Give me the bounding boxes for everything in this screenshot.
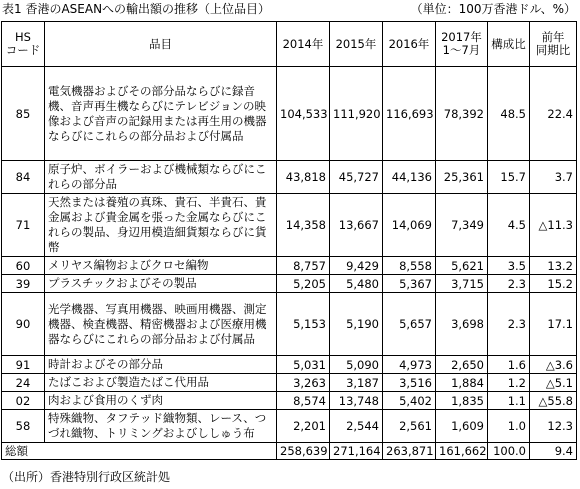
unit-note: （単位：100万香港ドル、%） bbox=[410, 2, 576, 16]
share: 1.2 bbox=[488, 374, 530, 392]
yoy-change: 12.3 bbox=[530, 410, 577, 443]
hs-code: 24 bbox=[2, 374, 45, 392]
yoy-change: △5.1 bbox=[530, 374, 577, 392]
value-2014: 43,818 bbox=[277, 161, 330, 194]
yoy-change: 15.2 bbox=[530, 275, 577, 293]
value-2016: 4,973 bbox=[383, 356, 436, 374]
value-2014: 5,031 bbox=[277, 356, 330, 374]
hs-code: 71 bbox=[2, 194, 45, 257]
value-2014: 14,358 bbox=[277, 194, 330, 257]
header-2016: 2016年 bbox=[383, 22, 436, 67]
table-row bbox=[2, 161, 577, 194]
item-name: 光学機器、写真用機器、映画用機器、測定機器、検査機器、精密機器および医療用機器ならびにこれらの部分品および付属品 bbox=[45, 293, 277, 356]
total-2015: 271,164 bbox=[330, 443, 383, 460]
yoy-change: 22.4 bbox=[530, 67, 577, 161]
table-row bbox=[2, 356, 577, 374]
value-2014: 8,574 bbox=[277, 392, 330, 410]
value-2015: 9,429 bbox=[330, 257, 383, 275]
value-2017: 3,698 bbox=[436, 293, 488, 356]
share: 4.5 bbox=[488, 194, 530, 257]
hs-code: 39 bbox=[2, 275, 45, 293]
hs-code: 85 bbox=[2, 67, 45, 161]
share: 15.7 bbox=[488, 161, 530, 194]
hs-code: 90 bbox=[2, 293, 45, 356]
value-2016: 5,402 bbox=[383, 392, 436, 410]
value-2014: 5,153 bbox=[277, 293, 330, 356]
header-item: 品目 bbox=[45, 22, 277, 67]
value-2015: 5,480 bbox=[330, 275, 383, 293]
item-name: 時計およびその部分品 bbox=[45, 356, 277, 374]
value-2014: 3,263 bbox=[277, 374, 330, 392]
header-share: 構成比 bbox=[488, 22, 530, 67]
header-row bbox=[2, 22, 577, 67]
table-row bbox=[2, 392, 577, 410]
value-2016: 3,516 bbox=[383, 374, 436, 392]
header-yoy: 前年 同期比 bbox=[530, 22, 577, 67]
source-note: （出所）香港特別行政区統計処 bbox=[2, 470, 171, 484]
table-row bbox=[2, 293, 577, 356]
value-2017: 25,361 bbox=[436, 161, 488, 194]
hs-code: 02 bbox=[2, 392, 45, 410]
header-2015: 2015年 bbox=[330, 22, 383, 67]
value-2017: 7,349 bbox=[436, 194, 488, 257]
value-2017: 5,621 bbox=[436, 257, 488, 275]
value-2014: 2,201 bbox=[277, 410, 330, 443]
hs-code: 84 bbox=[2, 161, 45, 194]
value-2016: 14,069 bbox=[383, 194, 436, 257]
share: 2.3 bbox=[488, 293, 530, 356]
table-body bbox=[2, 67, 577, 443]
hs-code: 58 bbox=[2, 410, 45, 443]
value-2016: 2,561 bbox=[383, 410, 436, 443]
item-name: 肉および食用のくず肉 bbox=[45, 392, 277, 410]
value-2015: 5,090 bbox=[330, 356, 383, 374]
hs-code: 60 bbox=[2, 257, 45, 275]
item-name: メリヤス編物およびクロセ編物 bbox=[45, 257, 277, 275]
table-row bbox=[2, 275, 577, 293]
table-row bbox=[2, 410, 577, 443]
total-row bbox=[2, 443, 577, 460]
table-row bbox=[2, 194, 577, 257]
total-yoy: 9.4 bbox=[530, 443, 577, 460]
value-2014: 104,533 bbox=[277, 67, 330, 161]
table-row bbox=[2, 374, 577, 392]
total-share: 100.0 bbox=[488, 443, 530, 460]
yoy-change: 13.2 bbox=[530, 257, 577, 275]
hs-code: 91 bbox=[2, 356, 45, 374]
share: 2.3 bbox=[488, 275, 530, 293]
value-2017: 3,715 bbox=[436, 275, 488, 293]
item-name: プラスチックおよびその製品 bbox=[45, 275, 277, 293]
item-name: 電気機器およびその部分品ならびに録音機、音声再生機ならびにテレビジョンの映像および音声の記録用または再生用の機器ならびにこれらの部分品および付属品 bbox=[45, 67, 277, 161]
table-row bbox=[2, 257, 577, 275]
share: 48.5 bbox=[488, 67, 530, 161]
item-name: 天然または養殖の真珠、貴石、半貴石、貴金属および貴金属を張った金属ならびにこれらの製品、身辺用模造細貨類ならびに貨幣 bbox=[45, 194, 277, 257]
share: 1.6 bbox=[488, 356, 530, 374]
total-2016: 263,871 bbox=[383, 443, 436, 460]
yoy-change: △3.6 bbox=[530, 356, 577, 374]
item-name: たばこおよび製造たばこ代用品 bbox=[45, 374, 277, 392]
header-hs: HS コード bbox=[2, 22, 45, 67]
yoy-change: △11.3 bbox=[530, 194, 577, 257]
export-table bbox=[1, 21, 577, 460]
value-2016: 44,136 bbox=[383, 161, 436, 194]
value-2016: 8,558 bbox=[383, 257, 436, 275]
yoy-change: 17.1 bbox=[530, 293, 577, 356]
value-2016: 5,657 bbox=[383, 293, 436, 356]
value-2015: 13,748 bbox=[330, 392, 383, 410]
value-2015: 5,190 bbox=[330, 293, 383, 356]
value-2015: 45,727 bbox=[330, 161, 383, 194]
share: 1.1 bbox=[488, 392, 530, 410]
value-2017: 1,609 bbox=[436, 410, 488, 443]
total-2017: 161,662 bbox=[436, 443, 488, 460]
share: 3.5 bbox=[488, 257, 530, 275]
table-row bbox=[2, 67, 577, 161]
value-2017: 2,650 bbox=[436, 356, 488, 374]
yoy-change: △55.8 bbox=[530, 392, 577, 410]
share: 1.0 bbox=[488, 410, 530, 443]
value-2017: 78,392 bbox=[436, 67, 488, 161]
value-2014: 8,757 bbox=[277, 257, 330, 275]
value-2016: 5,367 bbox=[383, 275, 436, 293]
total-2014: 258,639 bbox=[277, 443, 330, 460]
value-2015: 2,544 bbox=[330, 410, 383, 443]
value-2014: 5,205 bbox=[277, 275, 330, 293]
value-2015: 3,187 bbox=[330, 374, 383, 392]
yoy-change: 3.7 bbox=[530, 161, 577, 194]
table-title: 表1 香港のASEANへの輸出額の推移（上位品目） bbox=[2, 2, 271, 16]
header-2014: 2014年 bbox=[277, 22, 330, 67]
item-name: 原子炉、ボイラーおよび機械類ならびにこれらの部分品 bbox=[45, 161, 277, 194]
header-2017: 2017年 1～7月 bbox=[436, 22, 488, 67]
value-2015: 111,920 bbox=[330, 67, 383, 161]
total-label: 総額 bbox=[2, 443, 277, 460]
value-2017: 1,835 bbox=[436, 392, 488, 410]
item-name: 特殊織物、タフテッド織物類、レース、つづれ織物、トリミングおよびししゅう布 bbox=[45, 410, 277, 443]
value-2015: 13,667 bbox=[330, 194, 383, 257]
value-2016: 116,693 bbox=[383, 67, 436, 161]
value-2017: 1,884 bbox=[436, 374, 488, 392]
